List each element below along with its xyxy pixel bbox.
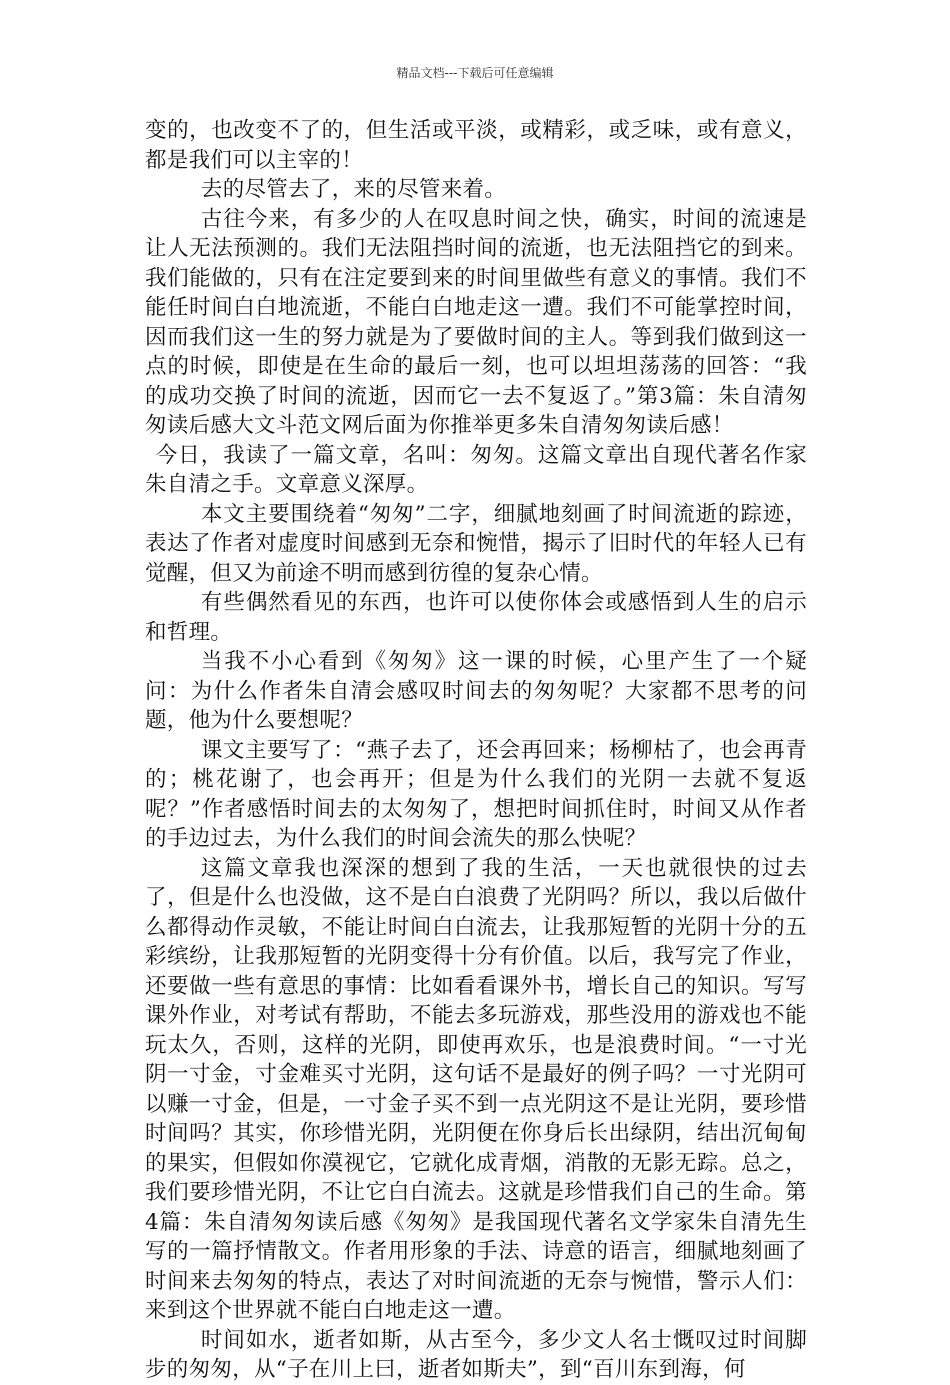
paragraph: 去的尽管去了，来的尽管来着。 — [200, 177, 507, 202]
paragraph: 有些偶然看见的东西，也许可以使你体会或感悟到人生的启示和哲理。 — [145, 590, 807, 645]
document-body — [145, 116, 807, 1385]
paragraph: 今日，我读了一篇文章，名叫：匆匆。这篇文章出自现代著名作家朱自清之手。文章意义深厚。 — [145, 442, 807, 497]
page-header: 精品文档---下载后可任意编辑 — [396, 66, 554, 80]
paragraph: 当我不小心看到《匆匆》这一课的时候，心里产生了一个疑问：为什么作者朱自清会感叹时间去的匆匆呢？大家都不思考的问题，他为什么要想呢？ — [145, 649, 807, 733]
paragraph: 古往今来，有多少的人在叹息时间之快，确实，时间的流速是让人无法预测的。我们无法阻挡时间的流逝，也无法阻挡它的到来。我们能做的，只有在注定要到来的时间里做些有意义的事情。我们不能任时间白白地流逝，不能白白地走这一遭。我们不可能掌控时间，因而我们这一生的努力就是为了要做时间的主人。等到我们做到这一点的时候，即使是在生命的最后一刻，也可以坦坦荡荡的回答：“我的成功交换了时间的流逝，因而它一去不复返了。”第3篇：朱自清匆匆读后感大文斗范文网后面为你推举更多朱自清匆匆读后感！ — [145, 206, 807, 438]
paragraph: 这篇文章我也深深的想到了我的生活，一天也就很快的过去了，但是什么也没做，这不是白白浪费了光阴吗？所以，我以后做什么都得动作灵敏，不能让时间白白流去，让我那短暂的光阴十分的五彩缤纷，让我那短暂的光阴变得十分有价值。以后，我写完了作业，还要做一些有意思的事情：比如看看课外书，增长自己的知识。写写课外作业，对考试有帮助，不能去多玩游戏，那些没用的游戏也不能玩太久，否则，这样的光阴，即使再欢乐，也是浪费时间。“一寸光阴一寸金，寸金难买寸光阴，这句话不是最好的例子吗？一寸光阴可以赚一寸金，但是，一寸金子买不到一点光阴这不是让光阴，要珍惜时间吗？其实，你珍惜光阴，光阴便在你身后长出绿阴，结出沉甸甸的果实，但假如你漠视它，它就化成青烟，消散的无影无踪。总之，我们要珍惜光阴，不让它白白流去。这就是珍惜我们自己的生命。第4篇：朱自清匆匆读后感《匆匆》是我国现代著名文学家朱自清先生写的一篇抒情散文。作者用形象的手法、诗意的语言，细腻地刻画了时间来去匆匆的特点，表达了对时间流逝的无奈与惋惜，警示人们：来到这个世界就不能白白地走这一遭。 — [145, 855, 807, 1323]
paragraph: 课文主要写了：“燕子去了，还会再回来；杨柳枯了，也会再青的；桃花谢了，也会再开；但是为什么我们的光阴一去就不复返呢？”作者感悟时间去的太匆匆了，想把时间抓住时，时间又从作者的手边过去，为什么我们的时间会流失的那么快呢？ — [145, 737, 807, 851]
paragraph: 变的，也改变不了的，但生活或平淡，或精彩，或乏味，或有意义，都是我们可以主宰的！ — [145, 118, 807, 173]
paragraph: 本文主要围绕着“匆匆”二字，细腻地刻画了时间流逝的踪迹，表达了作者对虚度时间感到无奈和惋惜，揭示了旧时代的年轻人已有觉醒，但又为前途不明而感到彷徨的复杂心情。 — [145, 501, 807, 586]
paragraph: 时间如水，逝者如斯，从古至今，多少文人名士慨叹过时间脚步的匆匆，从“子在川上曰，逝者如斯夫”，到“百川东到海，何 — [145, 1327, 807, 1382]
